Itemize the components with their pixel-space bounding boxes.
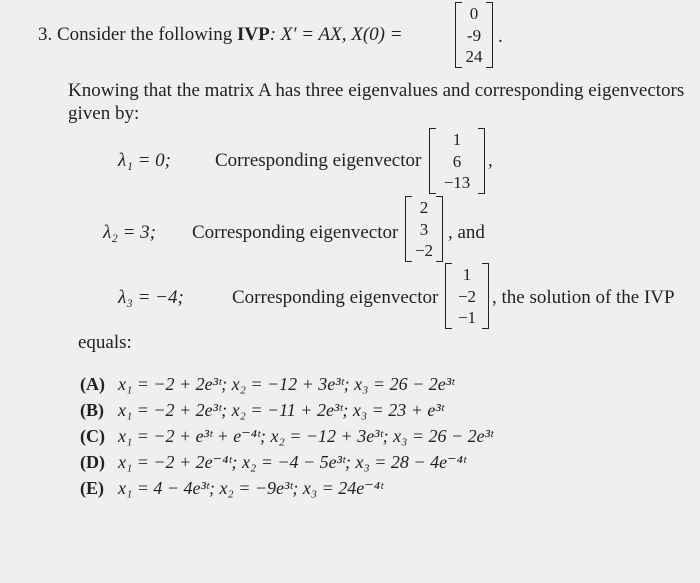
eigenvector-label-2: Corresponding eigenvector (192, 222, 399, 243)
option-a[interactable] (80, 373, 454, 395)
knowing-text: Knowing that the matrix A has three eigenvalues and corresponding eigenvectors (68, 80, 685, 101)
option-label: (B) (80, 400, 104, 420)
vector-entry: 1 (462, 265, 472, 284)
eigenvector-3 (445, 263, 489, 329)
question-number: 3. (38, 24, 53, 45)
option-label: (A) (80, 374, 105, 394)
eigenvector-label-1: Corresponding eigenvector (215, 150, 422, 171)
vector-entry: 1 (452, 130, 462, 149)
option-e[interactable] (80, 477, 383, 499)
question-header (38, 24, 403, 46)
option-b[interactable] (80, 399, 444, 421)
vector-entry: −2 (414, 241, 434, 260)
given-by-text: given by: (68, 103, 140, 124)
option-label: (E) (80, 478, 104, 498)
vector-entry: 2 (419, 198, 429, 217)
ivp-label: IVP (236, 24, 270, 45)
option-label: (D) (80, 452, 105, 472)
vector-entry: 0 (469, 4, 479, 23)
initial-condition-vector (455, 2, 493, 68)
eigen-suffix-1: , (488, 150, 493, 171)
question-intro: Consider the following (57, 24, 233, 45)
eigenvalue-2: λ₂ = 3; (103, 222, 156, 243)
option-text: x₁ = 4 − 4e³ᵗ; x₂ = −9e³ᵗ; x₃ = 24e⁻⁴ᵗ (118, 478, 384, 498)
eigen-suffix-2: , and (448, 222, 485, 243)
vector-entry: 24 (465, 47, 483, 66)
vector-entry: -9 (466, 25, 482, 45)
option-d[interactable] (80, 451, 466, 473)
ivp-equation: : X′ = AX, X(0) = (269, 24, 403, 45)
eigen-suffix-3: , the solution of the IVP (492, 287, 675, 308)
option-text: x₁ = −2 + 2e³ᵗ; x₂ = −12 + 3e³ᵗ; x₃ = 26 − 2e³ᵗ (118, 374, 455, 394)
equals-text: equals: (78, 332, 132, 353)
vector-period: . (498, 26, 503, 47)
option-text: x₁ = −2 + e³ᵗ + e⁻⁴ᵗ; x₂ = −12 + 3e³ᵗ; x₃ = 26 − 2e³ᵗ (118, 426, 494, 446)
option-text: x₁ = −2 + 2e³ᵗ; x₂ = −11 + 2e³ᵗ; x₃ = 23 + e³ᵗ (118, 400, 444, 420)
vector-entry: −2 (457, 286, 477, 306)
option-text: x₁ = −2 + 2e⁻⁴ᵗ; x₂ = −4 − 5e³ᵗ; x₃ = 28 − 4e⁻⁴ᵗ (118, 452, 466, 472)
vector-entry: 3 (419, 219, 429, 239)
eigenvector-2 (405, 196, 443, 262)
eigenvalue-1: λ₁ = 0; (118, 150, 171, 171)
vector-entry: −13 (443, 173, 471, 192)
eigenvector-1 (429, 128, 485, 194)
option-c[interactable] (80, 425, 493, 447)
vector-entry: −1 (457, 308, 477, 327)
eigenvalue-3: λ₃ = −4; (118, 287, 184, 308)
vector-entry: 6 (452, 151, 462, 171)
option-label: (C) (80, 426, 105, 446)
eigenvector-label-3: Corresponding eigenvector (232, 287, 439, 308)
